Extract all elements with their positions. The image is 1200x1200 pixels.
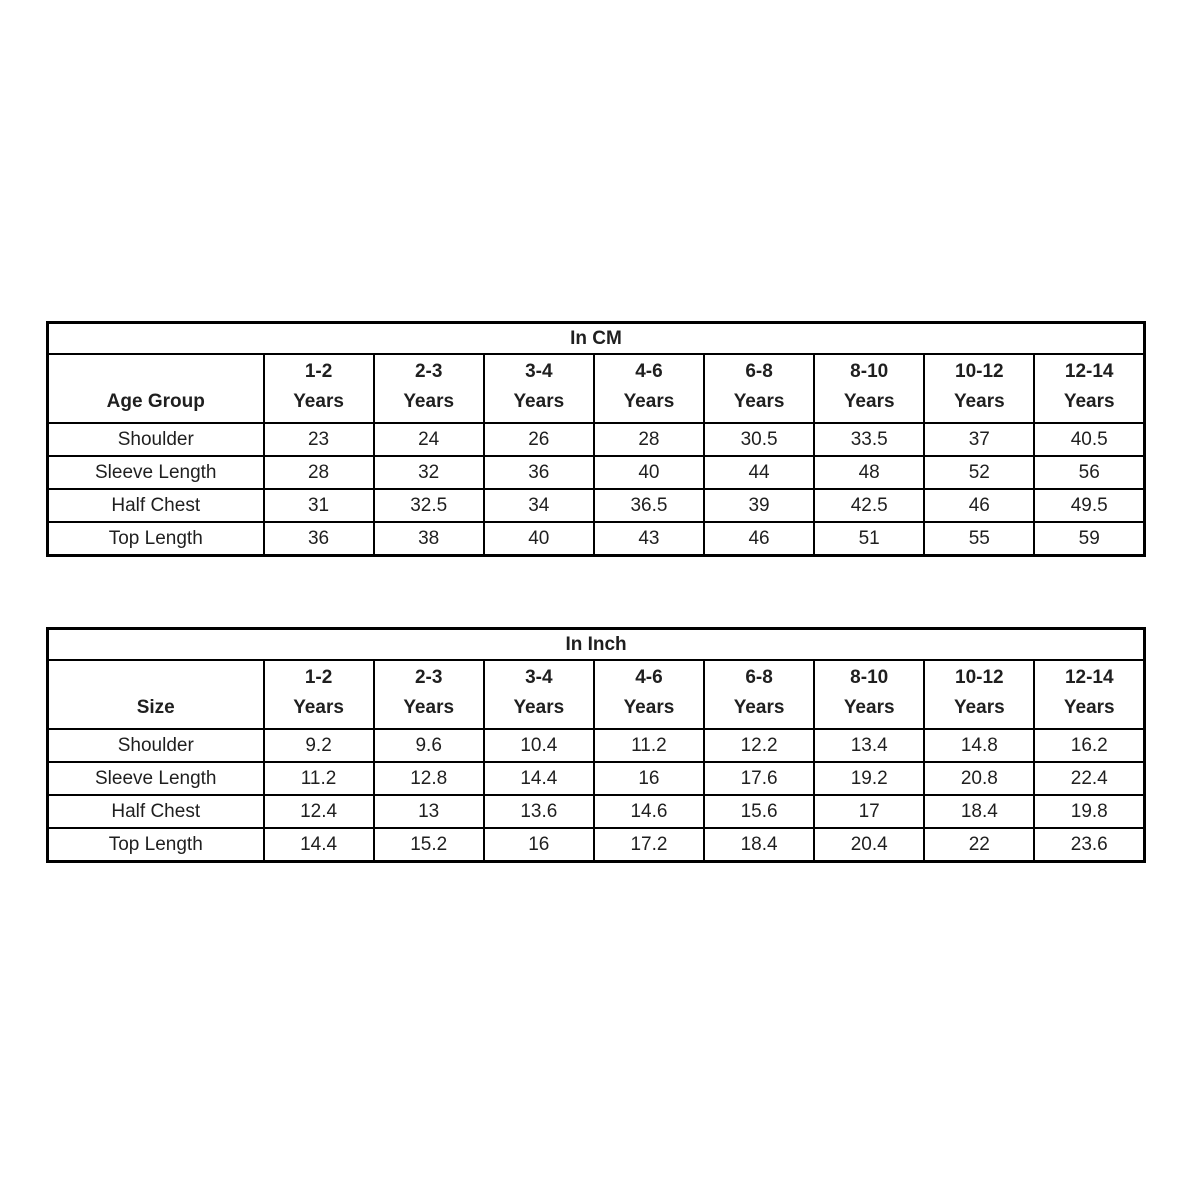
table-cell: 11.2 [264, 762, 374, 795]
table-row [48, 762, 1145, 795]
table-cell: 52 [924, 456, 1034, 489]
age-unit: Years [733, 391, 785, 412]
table-cell: 31 [264, 489, 374, 522]
inch-column-header [484, 660, 594, 729]
age-unit: Years [623, 391, 675, 412]
table-cell: 13.4 [814, 729, 924, 762]
table-cell: 28 [594, 423, 704, 456]
table-cell: 20.4 [814, 828, 924, 862]
age-unit: Years [513, 697, 565, 718]
table-cell: 12.8 [374, 762, 484, 795]
table-cell: 44 [704, 456, 814, 489]
table-cell: 16.2 [1034, 729, 1144, 762]
cm-size-table [46, 321, 1146, 557]
cm-table-title: In CM [48, 323, 1145, 355]
table-cell: 18.4 [704, 828, 814, 862]
table-cell: 20.8 [924, 762, 1034, 795]
age-range: 4-6 [635, 667, 663, 688]
table-cell: 30.5 [704, 423, 814, 456]
table-cell: 55 [924, 522, 1034, 556]
inch-corner-header: Size [48, 660, 264, 729]
table-cell: 15.6 [704, 795, 814, 828]
table-cell: 9.2 [264, 729, 374, 762]
table-row [48, 828, 1145, 862]
table-cell: 32 [374, 456, 484, 489]
cm-corner-header: Age Group [48, 354, 264, 423]
age-range: 3-4 [525, 361, 553, 382]
table-row [48, 522, 1145, 556]
age-unit: Years [843, 697, 895, 718]
cm-column-header [814, 354, 924, 423]
table-cell: 17 [814, 795, 924, 828]
table-cell: 40 [594, 456, 704, 489]
age-unit: Years [403, 391, 455, 412]
age-unit: Years [953, 391, 1005, 412]
age-unit: Years [293, 697, 344, 718]
age-range: 2-3 [414, 361, 443, 382]
cm-table-title-row [48, 323, 1145, 355]
table-row [48, 729, 1145, 762]
inch-size-table [46, 627, 1146, 863]
inch-table-title-row [48, 629, 1145, 661]
table-cell: 38 [374, 522, 484, 556]
table-cell: 9.6 [374, 729, 484, 762]
table-cell: 12.2 [704, 729, 814, 762]
table-cell: 18.4 [924, 795, 1034, 828]
cm-column-header [484, 354, 594, 423]
age-unit: Years [1063, 391, 1115, 412]
table-cell: 24 [374, 423, 484, 456]
table-cell: 51 [814, 522, 924, 556]
row-label: Shoulder [48, 729, 264, 762]
table-cell: 16 [594, 762, 704, 795]
table-cell: 46 [924, 489, 1034, 522]
age-range: 6-8 [745, 667, 773, 688]
cm-column-header [704, 354, 814, 423]
cm-column-header [374, 354, 484, 423]
age-unit: Years [513, 391, 565, 412]
row-label: Top Length [48, 522, 264, 556]
table-cell: 36.5 [594, 489, 704, 522]
table-cell: 17.6 [704, 762, 814, 795]
table-cell: 49.5 [1034, 489, 1144, 522]
cm-column-header [924, 354, 1034, 423]
table-cell: 40 [484, 522, 594, 556]
table-cell: 48 [814, 456, 924, 489]
age-range: 6-8 [745, 361, 773, 382]
age-range: 4-6 [635, 361, 663, 382]
table-cell: 17.2 [594, 828, 704, 862]
table-cell: 19.2 [814, 762, 924, 795]
table-cell: 23.6 [1034, 828, 1144, 862]
cm-column-header [594, 354, 704, 423]
age-range: 8-10 [850, 361, 889, 382]
row-label: Half Chest [48, 795, 264, 828]
table-cell: 46 [704, 522, 814, 556]
table-cell: 14.8 [924, 729, 1034, 762]
age-unit: Years [1063, 697, 1115, 718]
inch-column-header [264, 660, 374, 729]
table-cell: 32.5 [374, 489, 484, 522]
inch-column-header [924, 660, 1034, 729]
cm-column-header [264, 354, 374, 423]
age-range: 2-3 [414, 667, 443, 688]
table-cell: 16 [484, 828, 594, 862]
age-unit: Years [623, 697, 675, 718]
age-range: 12-14 [1064, 361, 1114, 382]
table-cell: 12.4 [264, 795, 374, 828]
age-range: 10-12 [955, 667, 1004, 688]
table-row [48, 456, 1145, 489]
table-cell: 11.2 [594, 729, 704, 762]
table-cell: 26 [484, 423, 594, 456]
table-cell: 34 [484, 489, 594, 522]
age-unit: Years [403, 697, 455, 718]
table-row [48, 423, 1145, 456]
age-unit: Years [953, 697, 1005, 718]
table-cell: 14.4 [484, 762, 594, 795]
table-row [48, 795, 1145, 828]
table-cell: 10.4 [484, 729, 594, 762]
age-range: 1-2 [304, 667, 333, 688]
table-cell: 14.6 [594, 795, 704, 828]
cm-column-header [1034, 354, 1144, 423]
table-cell: 43 [594, 522, 704, 556]
age-unit: Years [843, 391, 895, 412]
inch-column-header [704, 660, 814, 729]
age-range: 8-10 [850, 667, 889, 688]
inch-table-header-row [48, 660, 1145, 729]
age-range: 12-14 [1064, 667, 1114, 688]
table-cell: 15.2 [374, 828, 484, 862]
table-cell: 28 [264, 456, 374, 489]
age-range: 1-2 [304, 361, 333, 382]
table-cell: 14.4 [264, 828, 374, 862]
inch-column-header [814, 660, 924, 729]
row-label: Sleeve Length [48, 456, 264, 489]
table-cell: 39 [704, 489, 814, 522]
row-label: Half Chest [48, 489, 264, 522]
age-range: 3-4 [525, 667, 553, 688]
inch-column-header [594, 660, 704, 729]
table-cell: 37 [924, 423, 1034, 456]
table-cell: 33.5 [814, 423, 924, 456]
age-unit: Years [293, 391, 344, 412]
row-label: Top Length [48, 828, 264, 862]
table-cell: 23 [264, 423, 374, 456]
age-range: 10-12 [955, 361, 1004, 382]
table-cell: 19.8 [1034, 795, 1144, 828]
table-cell: 22 [924, 828, 1034, 862]
inch-column-header [374, 660, 484, 729]
row-label: Shoulder [48, 423, 264, 456]
table-cell: 42.5 [814, 489, 924, 522]
table-cell: 36 [484, 456, 594, 489]
table-cell: 13.6 [484, 795, 594, 828]
cm-table-header-row [48, 354, 1145, 423]
age-unit: Years [733, 697, 785, 718]
table-cell: 13 [374, 795, 484, 828]
inch-column-header [1034, 660, 1144, 729]
table-cell: 40.5 [1034, 423, 1144, 456]
inch-table-title: In Inch [48, 629, 1145, 661]
row-label: Sleeve Length [48, 762, 264, 795]
table-cell: 59 [1034, 522, 1144, 556]
table-cell: 22.4 [1034, 762, 1144, 795]
table-cell: 36 [264, 522, 374, 556]
table-row [48, 489, 1145, 522]
table-cell: 56 [1034, 456, 1144, 489]
